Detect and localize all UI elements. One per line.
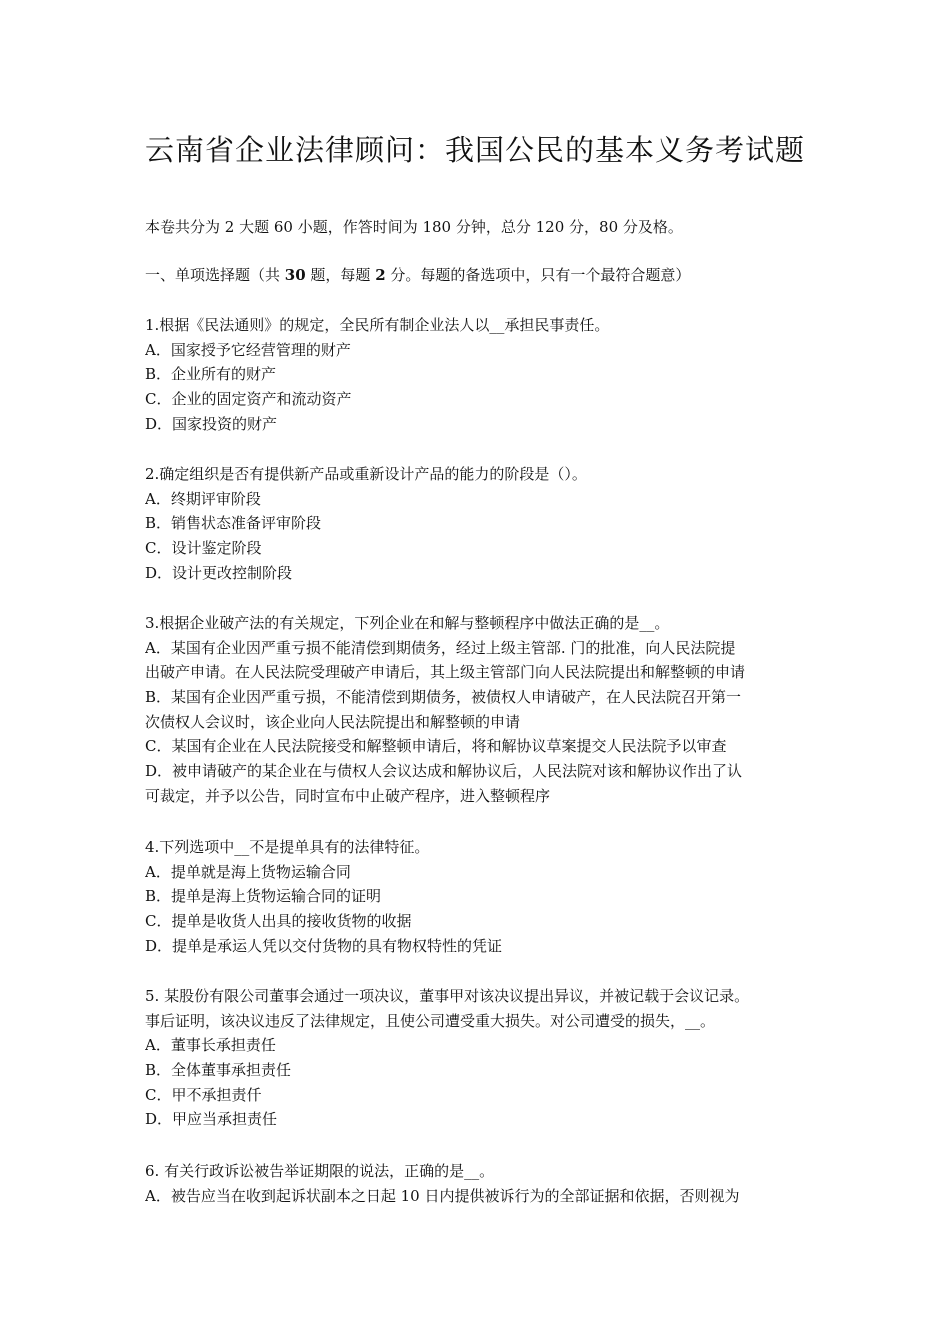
- option-line: D．甲应当承担责任: [145, 1110, 278, 1129]
- option-line: C．某国有企业在人民法院接受和解整顿申请后，将和解协议草案提交人民法院予以审查: [145, 737, 727, 756]
- option-line: D．被申请破产的某企业在与债权人会议达成和解协议后，人民法院对该和解协议作出了认: [145, 762, 743, 781]
- option-line: D．提单是承运人凭以交付货物的具有物权特性的凭证: [145, 936, 503, 955]
- question-5: [145, 984, 810, 1132]
- option-line: 可裁定，并予以公告，同时宣布中止破产程序，进入整顿程序: [145, 786, 551, 805]
- option-line: C．甲不承担责仟: [145, 1085, 262, 1104]
- option-line: A．国家授予它经营管理的财产: [145, 340, 351, 359]
- option-line: C．提单是收货人出具的接收货物的收据: [145, 912, 412, 931]
- question-2: [145, 462, 810, 585]
- document-title: 云南省企业法律顾问：我国公民的基本义务考试题: [144, 133, 805, 167]
- section-prefix: 一、单项选择题（共: [145, 266, 285, 284]
- question-stem: 5. 某股份有限公司董事会通过一项决议，董事甲对该决议提出异议，并被记载于会议记录。: [145, 987, 750, 1005]
- section-heading: [145, 265, 690, 285]
- section-suffix: 分。每题的备选项中，只有一个最符合题意）: [385, 266, 691, 284]
- option-line: C．设计鉴定阶段: [145, 539, 262, 558]
- option-line: 出破产申请。在人民法院受理破产申请后，其上级主管部门向人民法院提出和解整顿的申请: [145, 663, 746, 682]
- option-line: B．销售状态准备评审阶段: [145, 514, 322, 533]
- option-line: A．被告应当在收到起诉状副本之日起 10 日内提供被诉行为的全部证据和依据，否则视为: [145, 1186, 740, 1205]
- question-stem: 1.根据《民法通则》的规定，全民所有制企业法人以__承担民事责任。: [145, 316, 610, 334]
- question-stem-continued: 事后证明，该决议违反了法律规定，且使公司遭受重大损失。对公司遭受的损失，__。: [145, 1011, 716, 1030]
- option-line: B．全体董事承担责任: [145, 1061, 292, 1080]
- option-line: B．企业所有的财产: [145, 365, 277, 384]
- option-line: A．董事长承担责任: [145, 1036, 276, 1055]
- option-line: B．某国有企业因严重亏损，不能清偿到期债务，被债权人申请破产，在人民法院召开第一: [145, 688, 742, 707]
- question-6: [145, 1159, 810, 1208]
- option-line: D．设计更改控制阶段: [145, 563, 293, 582]
- exam-intro: 本卷共分为 2 大题 60 小题，作答时间为 180 分钟，总分 120 分，80 分及格。: [145, 218, 683, 236]
- section-count: 30: [284, 266, 306, 284]
- section-points: 2: [375, 266, 386, 284]
- question-1: [145, 313, 810, 436]
- option-line: A．提单就是海上货物运输合同: [145, 862, 351, 881]
- option-line: B．提单是海上货物运输合同的证明: [145, 887, 382, 906]
- option-line: C．企业的固定资产和流动资产: [145, 390, 352, 409]
- question-4: [145, 835, 810, 958]
- question-stem: 4.下列选项中__不是提单具有的法律特征。: [145, 838, 430, 856]
- question-3: [145, 611, 810, 809]
- section-mid: 题，每题: [305, 266, 376, 284]
- question-stem: 3.根据企业破产法的有关规定，下列企业在和解与整顿程序中做法正确的是__。: [145, 614, 670, 632]
- option-line: 次债权人会议时，该企业向人民法院提出和解整顿的申请: [145, 712, 521, 731]
- question-stem: 2.确定组织是否有提供新产品或重新设计产品的能力的阶段是（）。: [145, 465, 587, 483]
- option-line: A．终期评审阶段: [145, 489, 261, 508]
- question-stem: 6. 有关行政诉讼被告举证期限的说法，正确的是__。: [145, 1162, 495, 1180]
- option-line: A．某国有企业因严重亏损不能清偿到期债务，经过上级主管部. 门的批准，向人民法院提: [145, 638, 736, 657]
- option-line: D．国家投资的财产: [145, 414, 278, 433]
